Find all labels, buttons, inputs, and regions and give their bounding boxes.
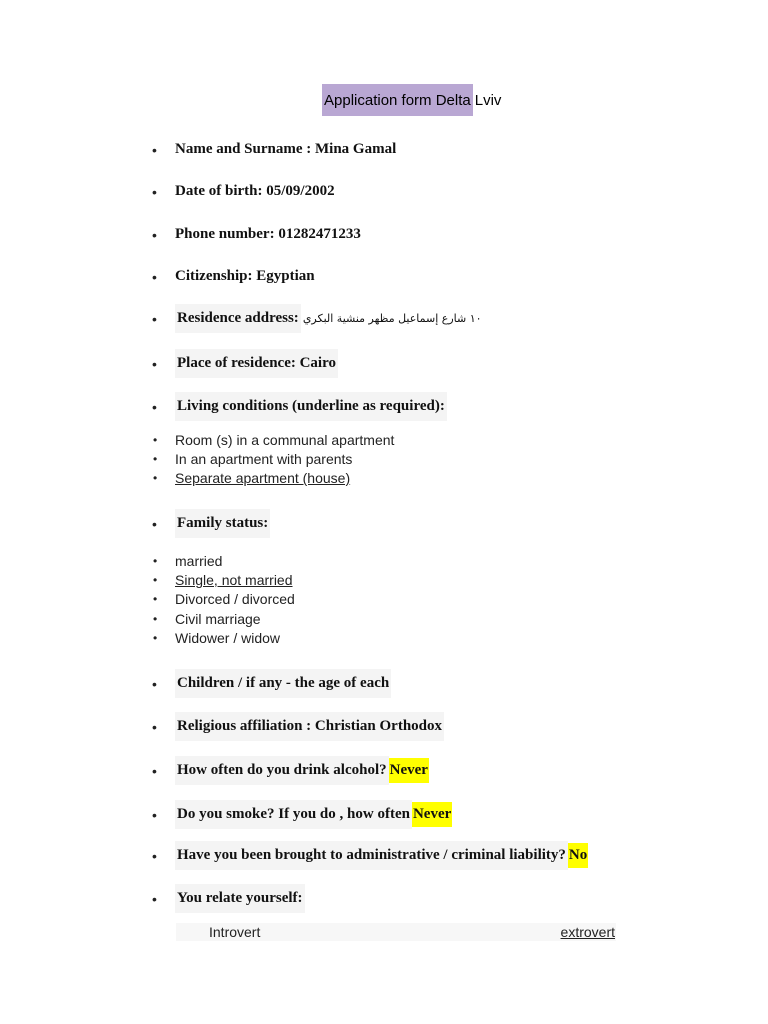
bullet: • (153, 554, 158, 568)
children-text: Children / if any - the age of each (175, 669, 391, 698)
dob-text: Date of birth: 05/09/2002 (175, 183, 335, 199)
field-name (152, 141, 396, 158)
family-option (153, 553, 222, 569)
family-option (153, 630, 280, 646)
bullet: • (152, 762, 157, 779)
bullet: • (153, 452, 158, 466)
bullet: • (152, 806, 157, 823)
form-title (322, 84, 501, 116)
bullet: • (152, 515, 157, 532)
citizenship-text: Citizenship: Egyptian (175, 268, 315, 284)
bullet: • (153, 433, 158, 447)
bullet: • (153, 612, 158, 626)
field-smoking (152, 800, 452, 829)
bullet: • (152, 355, 157, 372)
bullet: • (152, 183, 157, 200)
bullet: • (153, 631, 158, 645)
living-text: Living conditions (underline as required): (175, 392, 447, 421)
family-option-label: Divorced / divorced (175, 591, 295, 607)
scale-left-label: Introvert (209, 924, 261, 940)
field-children (152, 669, 391, 698)
field-liability (152, 841, 588, 870)
family-option-label: married (175, 553, 223, 569)
family-option-label: Civil marriage (175, 611, 261, 627)
smoke-text: Do you smoke? If you do , how often (175, 800, 412, 829)
family-text: Family status: (175, 509, 270, 538)
alcohol-answer: Never (389, 758, 429, 783)
bullet: • (152, 268, 157, 285)
smoke-answer: Never (412, 802, 452, 827)
place-text: Place of residence: Cairo (175, 349, 338, 378)
introvert-extrovert-scale (176, 923, 616, 941)
field-date-of-birth (152, 183, 335, 200)
bullet: • (152, 890, 157, 907)
field-family-status (152, 509, 270, 538)
relate-text: You relate yourself: (175, 884, 305, 913)
bullet: • (152, 718, 157, 735)
family-option (153, 591, 295, 607)
family-option-label: Single, not married (175, 572, 293, 588)
field-relate-yourself (152, 884, 305, 913)
family-option-selected (153, 572, 293, 588)
living-option-label: Room (s) in a communal apartment (175, 432, 395, 448)
form-title-highlighted: Application form Delta (322, 84, 473, 116)
bullet: • (152, 398, 157, 415)
religion-text: Religious affiliation : Christian Orthodox (175, 712, 444, 741)
bullet: • (153, 573, 158, 587)
field-living-conditions (152, 392, 447, 421)
bullet: • (152, 226, 157, 243)
bullet: • (152, 675, 157, 692)
alcohol-text: How often do you drink alcohol? (175, 756, 389, 785)
field-citizenship (152, 268, 315, 285)
bullet: • (152, 847, 157, 864)
field-religion (152, 712, 444, 741)
living-option-label: In an apartment with parents (175, 451, 353, 467)
living-option-label: Separate apartment (house) (175, 470, 351, 486)
liability-text: Have you been brought to administrative / criminal liability? (175, 841, 568, 870)
living-option-selected (153, 470, 350, 486)
residence-label: Residence address: (175, 304, 301, 333)
field-phone (152, 226, 361, 243)
bullet: • (152, 310, 157, 327)
name-text: Name and Surname : Mina Gamal (175, 141, 397, 157)
bullet: • (152, 141, 157, 158)
family-option (153, 611, 261, 627)
scale-right-label: extrovert (560, 924, 615, 940)
phone-text: Phone number: 01282471233 (175, 226, 361, 242)
bullet: • (153, 471, 158, 485)
bullet: • (153, 592, 158, 606)
living-option (153, 451, 352, 467)
residence-value: ١٠ شارع إسماعيل مظهر منشية البكري (302, 312, 482, 325)
field-place-of-residence (152, 349, 338, 378)
living-option (153, 432, 394, 448)
form-title-city: Lviv (474, 91, 502, 109)
liability-answer: No (568, 843, 588, 868)
family-option-label: Widower / widow (175, 630, 281, 646)
field-alcohol (152, 756, 429, 785)
field-residence-address (152, 304, 484, 333)
